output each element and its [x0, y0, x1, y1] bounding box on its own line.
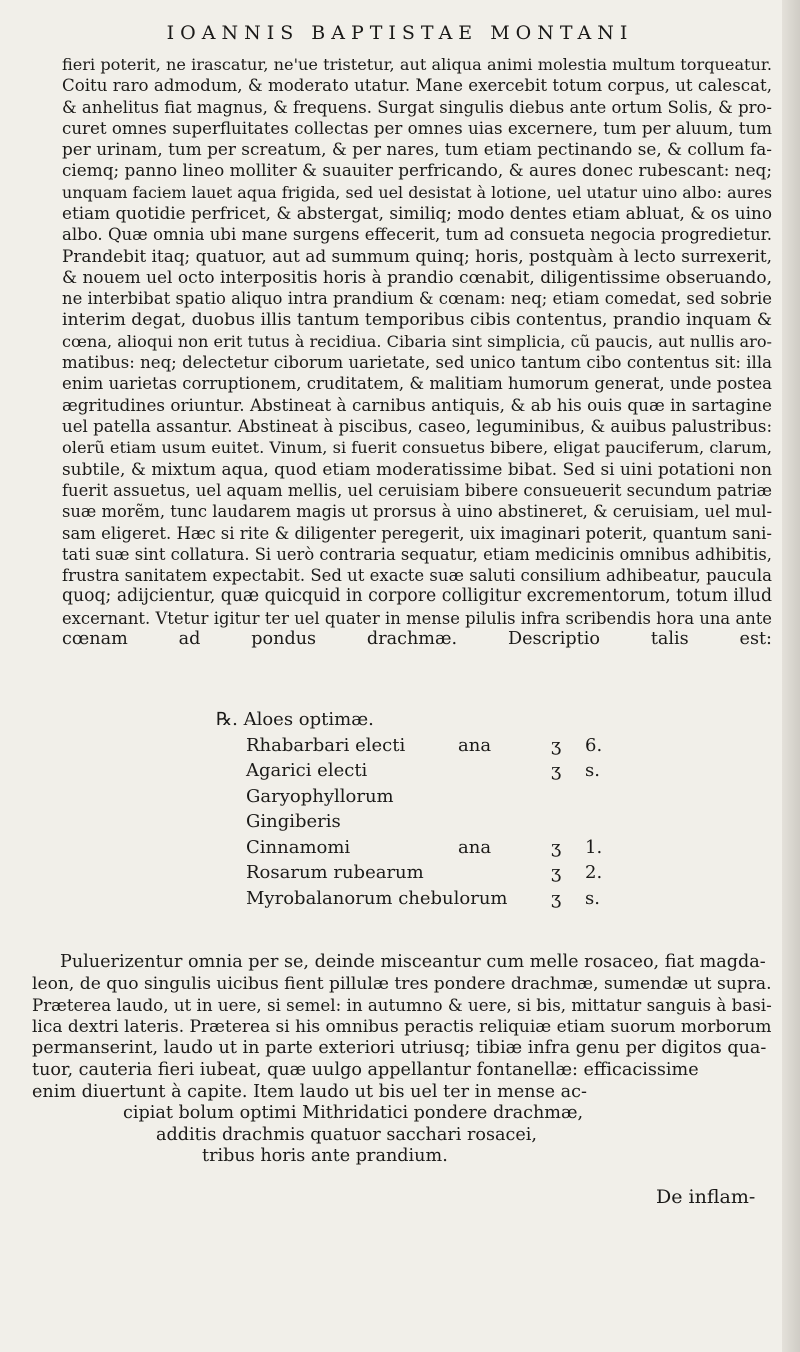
closing-paragraph	[32, 952, 772, 1168]
text-line: curet omnes superfluitates collectas per omnes uias excernere, tum per aluum, tum	[62, 118, 772, 138]
recipe-row	[216, 784, 676, 810]
running-header: IOANNIS BAPTISTAE MONTANI	[166, 22, 634, 44]
text-line: excernant. Vtetur igitur ter uel quater in mense pilulis infra scribendis hora una ante	[62, 608, 772, 628]
recipe-ingredient: Agarici electi	[246, 760, 368, 781]
catchword: De inflam-	[656, 1186, 756, 1208]
text-line: additis drachmis quatuor sacchari rosacei,	[156, 1124, 537, 1145]
text-line: fuerit assuetus, uel aquam mellis, uel ceruisiam bibere consueuerit secundum patriæ	[62, 480, 772, 500]
text-line: quoq; adijcientur, quæ quicquid in corpore colligitur excrementorum, totum illud	[62, 586, 772, 607]
text-line: ægritudines oriuntur. Abstineat à carnibus antiquis, & ab his ouis quæ in sartagine	[62, 394, 772, 415]
text-line: subtile, & mixtum aqua, quod etiam moderatissime bibat. Sed si uini potationi non	[62, 458, 772, 479]
recipe-dram-sign: ʒ	[551, 760, 562, 781]
text-line: per urinam, tum per screatum, & per nares, tum etiam pectinando se, & collum fa-	[62, 139, 772, 160]
recipe-dram-sign: ʒ	[551, 836, 562, 858]
recipe-ingredient: Garyophyllorum	[246, 785, 394, 807]
text-line: uel patella assantur. Abstineat à piscibus, caseo, leguminibus, & auibus palustribus:	[62, 417, 773, 437]
text-line: & anhelitus fiat magnus, & frequens. Surgat singulis diebus ante ortum Solis, & pro-	[62, 97, 772, 117]
text-line: albo. Quæ omnia ubi mane surgens effecerit, tum ad consueta negocia progredietur.	[62, 225, 772, 245]
recipe-ana: ana	[458, 734, 492, 756]
recipe-table	[216, 707, 676, 911]
recipe-row	[216, 707, 676, 733]
recipe-ingredient: Gingiberis	[246, 811, 341, 832]
text-line: cœna, alioqui non erit tutus à recidiua. Cibaria sint simplicia, cũ paucis, aut nullis aro-	[62, 331, 772, 351]
text-line: cœnam ad pondus drachmæ. Descriptio talis est:	[62, 629, 772, 650]
recipe-quantity: 1.	[585, 836, 603, 858]
text-line: olerũ etiam usum euitet. Vinum, si fuerit consuetus bibere, eligat pauciferum, clarum,	[62, 438, 772, 458]
recipe-row	[216, 809, 676, 835]
recipe-ingredient: ℞. Aloes optimæ.	[216, 709, 374, 730]
text-line: cipiat bolum optimi Mithridatici pondere drachmæ,	[123, 1103, 584, 1124]
recipe-row	[216, 835, 676, 861]
text-line: lica dextri lateris. Præterea si his omnibus peractis reliquiæ etiam suorum morborum	[32, 1016, 772, 1037]
text-line: tribus horis ante prandium.	[202, 1146, 448, 1167]
text-line: frustra sanitatem expectabit. Sed ut exacte suæ saluti consilium adhibeatur, paucula	[62, 566, 772, 586]
text-line: Præterea laudo, ut in uere, si semel: in autumno & uere, si bis, mittatur sanguis à basi-	[32, 996, 772, 1016]
text-line: Prandebit itaq; quatuor, aut ad summum quinq; horis, postquàm à lecto surrexerit,	[62, 245, 772, 266]
recipe-dram-sign: ʒ	[551, 862, 562, 883]
recipe-quantity: 6.	[585, 734, 603, 756]
text-line: etiam quotidie perfricet, & abstergat, similiq; modo dentes etiam abluat, & os uino	[62, 203, 772, 224]
text-line: fieri poterit, ne irascatur, ne'ue tristetur, aut aliqua animi molestia multum torqueatur.	[62, 55, 772, 74]
text-line: unquam faciem lauet aqua frigida, sed uel desistat à lotione, uel utatur uino albo: aures	[62, 182, 772, 202]
text-line: sam eligeret. Hæc si rite & diligenter peregerit, uix imaginari poterit, quantum sani-	[62, 523, 772, 543]
page-edge-shadow	[782, 0, 800, 1352]
text-line: permanserint, laudo ut in parte exteriori utriusq; tibiæ infra genu per digitos qua-	[32, 1038, 767, 1059]
recipe-dram-sign: ʒ	[551, 734, 562, 756]
text-line: tati suæ sint collatura. Si uerò contraria sequatur, etiam medicinis omnibus adhibitis,	[62, 544, 772, 564]
recipe-ingredient: Rosarum rubearum	[246, 862, 424, 883]
recipe-ingredient: Cinnamomi	[246, 836, 351, 858]
text-line: ne interbibat spatio aliquo intra prandium & cœnam: neq; etiam comedat, sed sobrie	[62, 289, 772, 309]
text-line: Puluerizentur omnia per se, deinde misceantur cum melle rosaceo, fiat magda-	[60, 952, 766, 972]
recipe-row	[216, 886, 676, 912]
text-line: enim diuertunt à capite. Item laudo ut bis uel ter in mense ac-	[32, 1081, 587, 1102]
text-line: interim degat, duobus illis tantum temporibus cibis contentus, prandio inquam &	[62, 309, 773, 330]
recipe-dram-sign: ʒ	[551, 887, 562, 909]
recipe-row	[216, 733, 676, 759]
text-line: & nouem uel octo interpositis horis à prandio cœnabit, diligentissime obseruando,	[62, 266, 772, 287]
text-line: matibus: neq; delectetur ciborum uarietate, sed unico tantum cibo contentus sit: illa	[62, 353, 772, 373]
text-line: leon, de quo singulis uicibus fient pillulæ tres pondere drachmæ, sumendæ ut supra.	[32, 973, 772, 994]
text-line: ciemq; panno lineo molliter & suauiter perfricando, & aures donec rubescant: neq;	[62, 160, 772, 181]
recipe-row	[216, 860, 676, 886]
main-paragraph	[62, 54, 772, 650]
recipe-ana: ana	[458, 836, 492, 858]
text-line: tuor, cauteria fieri iubeat, quæ uulgo appellantur fontanellæ: efficacissime	[32, 1059, 699, 1080]
recipe-row	[216, 758, 676, 784]
recipe-ingredient: Myrobalanorum chebulorum	[246, 887, 508, 909]
text-line: Coitu raro admodum, & moderato utatur. Mane exercebit totum corpus, ut calescat,	[62, 76, 772, 96]
text-line: enim uarietas corruptionem, cruditatem, & malitiam humorum generat, unde postea	[62, 374, 772, 394]
recipe-quantity: s.	[585, 887, 600, 909]
recipe-ingredient: Rhabarbari electi	[246, 734, 406, 756]
text-line: suæ morẽm, tunc laudarem magis ut prorsus à uino abstineret, & ceruisiam, uel mul-	[62, 502, 772, 522]
recipe-quantity: 2.	[585, 862, 603, 883]
recipe-quantity: s.	[585, 760, 600, 781]
